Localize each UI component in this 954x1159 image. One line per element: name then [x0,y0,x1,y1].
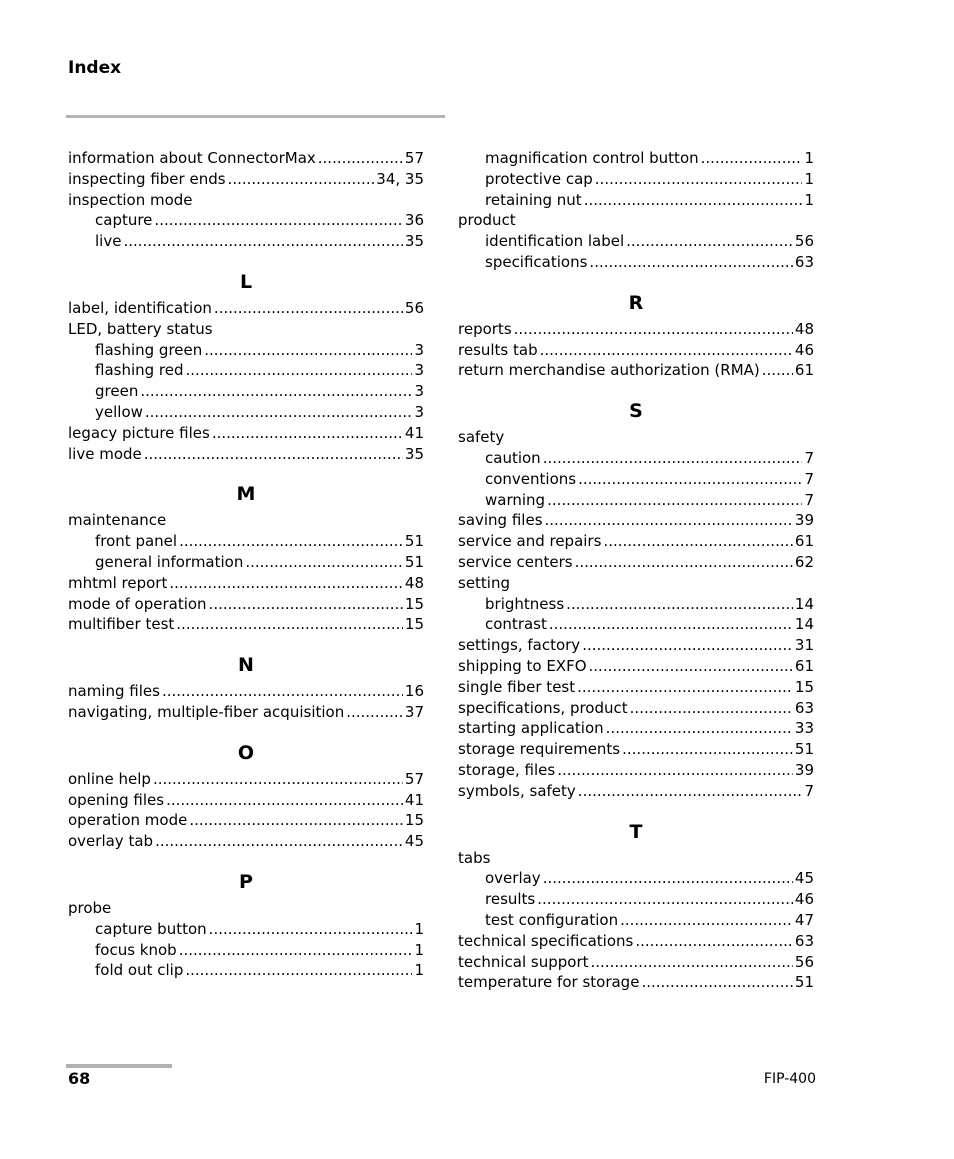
index-entry [68,810,424,831]
index-subentry [458,252,814,273]
index-entry [458,931,814,952]
index-subentry [458,889,814,910]
index-subentry [68,381,424,402]
dot-leader [622,739,793,760]
index-term: opening files [68,790,165,809]
index-term: general information [95,552,244,571]
index-term: saving files [458,511,543,530]
index-entry [68,681,424,702]
dot-leader [154,210,402,231]
index-term: starting application [458,719,604,738]
index-term: test configuration [485,910,619,929]
dot-leader [626,231,793,252]
index-page-ref: 45 [794,869,814,888]
index-term: mode of operation [68,594,207,613]
index-term: inspection mode [68,190,193,209]
dot-leader [557,760,793,781]
index-page-ref: 39 [794,511,814,530]
index-term: identification label [485,232,625,251]
index-term: information about ConnectorMax [68,149,316,167]
dot-leader [547,490,802,511]
index-subentry [458,614,814,635]
dot-leader [179,531,403,552]
index-term: green [95,382,139,401]
index-term: navigating, multiple-fiber acquisition [68,702,345,721]
dot-leader [214,298,403,319]
index-subentry [458,490,814,511]
index-subentry [458,169,814,190]
index-entry [458,656,814,677]
index-page-ref: 56 [794,952,814,971]
index-page-ref: 57 [404,149,424,167]
index-letter-heading: R [628,291,644,314]
index-letter-heading: P [239,870,253,893]
index-page-ref: 61 [794,656,814,675]
dot-leader [537,889,793,910]
index-term: retaining nut [485,190,582,209]
page-header-title: Index [68,58,122,78]
index-subentry [68,340,424,361]
dot-leader [209,919,413,940]
index-subentry [68,919,424,940]
dot-leader [630,698,793,719]
index-letter-heading: T [629,820,643,843]
index-page-ref: 3 [414,402,424,421]
dot-leader [209,594,403,615]
dot-leader [577,677,793,698]
index-term: technical support [458,952,589,971]
dot-leader [162,681,403,702]
dot-leader [595,169,803,190]
dot-leader [540,340,793,361]
index-page-ref: 45 [404,832,424,851]
index-subentry [68,360,424,381]
index-page-ref: 48 [794,319,814,338]
index-page-ref: 51 [404,552,424,571]
dot-leader [543,448,803,469]
index-entry [458,427,814,448]
index-term: overlay [485,869,541,888]
index-term: live [95,232,122,251]
index-entry [68,594,424,615]
dot-leader [635,931,793,952]
index-entry [68,898,424,919]
dot-leader [514,319,793,340]
index-term: live mode [68,444,142,463]
index-page-ref: 7 [804,469,814,488]
index-term: flashing green [95,340,203,359]
dot-leader [543,868,793,889]
index-subentry [68,940,424,961]
index-subentry [458,469,814,490]
index-term: brightness [485,594,565,613]
index-subentry [68,960,424,981]
index-page-ref: 15 [404,811,424,830]
dot-leader [606,718,793,739]
index-entry [68,298,424,319]
index-page-ref: 51 [404,532,424,551]
index-entry [458,552,814,573]
index-term: specifications [485,252,588,271]
index-page-ref: 1 [414,919,424,938]
dot-leader [186,360,413,381]
index-term: tabs [458,848,491,867]
dot-leader [166,790,403,811]
index-page-ref: 51 [794,740,814,759]
index-entry [458,718,814,739]
index-entry [458,781,814,802]
index-page-ref: 39 [794,760,814,779]
index-term: yellow [95,402,143,421]
dot-leader [578,469,802,490]
index-page-ref: 41 [404,790,424,809]
header-divider [66,115,445,118]
index-term: overlay tab [68,832,154,851]
dot-leader [701,148,803,169]
index-entry [68,444,424,465]
index-entry [458,360,814,381]
dot-leader [144,444,403,465]
index-term: setting [458,573,511,592]
index-entry [68,769,424,790]
index-term: single fiber test [458,677,576,696]
index-term: shipping to EXFO [458,656,587,675]
index-term: front panel [95,532,178,551]
index-term: magnification control button [485,149,699,167]
index-letter-heading: S [629,400,643,423]
index-term: probe [68,898,112,917]
index-entry [458,952,814,973]
footer-divider [66,1064,172,1068]
index-entry [458,340,814,361]
index-letter-heading: O [237,741,255,764]
index-page-ref: 1 [804,190,814,209]
index-subentry [458,448,814,469]
index-term: flashing red [95,361,184,380]
dot-leader [189,810,403,831]
index-subentry [68,210,424,231]
index-page-ref: 1 [804,149,814,167]
index-term: label, identification [68,298,212,317]
index-page-ref: 46 [794,890,814,909]
index-letter-heading: N [238,654,254,677]
index-page-ref: 3 [414,340,424,359]
dot-leader [603,531,792,552]
index-subentry [68,402,424,423]
dot-leader [641,972,792,993]
index-term: protective cap [485,169,593,188]
index-term: legacy picture files [68,423,210,442]
index-entry [458,635,814,656]
index-page-ref: 15 [794,677,814,696]
index-page-ref: 35 [404,232,424,251]
index-term: symbols, safety [458,781,576,800]
index-subentry [458,190,814,211]
index-page-ref: 33 [794,719,814,738]
index-entry [68,510,424,531]
index-subentry [458,148,814,169]
index-term: fold out clip [95,961,184,980]
dot-leader [176,614,403,635]
index-page-ref: 31 [794,636,814,655]
index-page-ref: 37 [404,702,424,721]
index-term: focus knob [95,940,177,959]
index-page-ref: 35 [404,444,424,463]
dot-leader [228,169,375,190]
index-page-ref: 7 [804,781,814,800]
dot-leader [549,614,793,635]
dot-leader [566,594,793,615]
index-entry [458,760,814,781]
dot-leader [620,910,793,931]
index-subentry [68,231,424,252]
dot-leader [589,656,793,677]
index-page-ref: 56 [794,232,814,251]
index-page-ref: 7 [804,490,814,509]
index-page-ref: 46 [794,340,814,359]
index-page-ref: 41 [404,423,424,442]
index-term: specifications, product [458,698,628,717]
index-page-ref: 3 [414,382,424,401]
index-page-ref: 15 [404,615,424,634]
dot-leader [578,781,803,802]
index-term: results tab [458,340,538,359]
index-page-ref: 34, 35 [376,169,424,188]
index-left-column [68,148,424,981]
index-subentry [458,594,814,615]
index-entry [458,210,814,231]
index-subentry [68,552,424,573]
index-term: storage, files [458,760,556,779]
dot-leader [575,552,793,573]
index-page-ref: 61 [794,532,814,551]
index-term: results [485,890,536,909]
index-entry [68,573,424,594]
dot-leader [145,402,413,423]
index-entry [68,190,424,211]
index-entry [68,423,424,444]
index-term: reports [458,319,512,338]
page-number: 68 [68,1069,91,1088]
index-page-ref: 48 [404,573,424,592]
index-term: caution [485,448,541,467]
index-page-ref: 63 [794,252,814,271]
index-entry [68,831,424,852]
index-entry [458,573,814,594]
index-entry [458,739,814,760]
index-entry [458,677,814,698]
index-term: technical specifications [458,931,634,950]
index-page-ref: 1 [804,169,814,188]
index-entry [68,148,424,169]
index-page-ref: 63 [794,931,814,950]
index-page-ref: 61 [794,361,814,380]
dot-leader [123,231,402,252]
index-term: capture [95,211,153,230]
dot-leader [582,635,793,656]
index-term: temperature for storage [458,973,640,992]
index-right-column [458,148,814,993]
index-term: LED, battery status [68,319,213,338]
index-entry [68,614,424,635]
index-term: settings, factory [458,636,581,655]
index-page-ref: 14 [794,594,814,613]
index-term: maintenance [68,511,167,530]
index-entry [68,702,424,723]
index-page-ref: 36 [404,211,424,230]
index-page-ref: 51 [794,973,814,992]
index-term: return merchandise authorization (RMA) [458,361,760,380]
index-term: storage requirements [458,740,621,759]
index-page-ref: 3 [414,361,424,380]
index-term: inspecting fiber ends [68,169,226,188]
index-entry [458,972,814,993]
dot-leader [584,190,803,211]
index-page-ref: 15 [404,594,424,613]
index-term: online help [68,769,151,788]
index-page-ref: 62 [794,552,814,571]
index-entry [458,531,814,552]
index-term: safety [458,428,505,447]
dot-leader [589,252,792,273]
dot-leader [545,510,793,531]
index-term: naming files [68,682,160,701]
index-term: mhtml report [68,573,168,592]
index-term: service centers [458,552,573,571]
dot-leader [318,148,403,169]
index-subentry [68,531,424,552]
index-entry [458,510,814,531]
index-subentry [458,910,814,931]
index-page-ref: 14 [794,615,814,634]
index-entry [458,698,814,719]
index-term: contrast [485,615,547,634]
index-page-ref: 1 [414,961,424,980]
index-term: capture button [95,919,207,938]
index-term: service and repairs [458,532,602,551]
index-letter-heading: M [236,483,256,506]
dot-leader [179,940,413,961]
index-term: product [458,211,516,230]
index-entry [68,169,424,190]
dot-leader [204,340,412,361]
index-page-ref: 47 [794,910,814,929]
dot-leader [762,360,793,381]
index-page-ref: 56 [404,298,424,317]
index-entry [68,790,424,811]
dot-leader [346,702,403,723]
dot-leader [212,423,403,444]
index-page-ref: 16 [404,682,424,701]
index-letter-heading: L [239,270,253,293]
index-page-ref: 7 [804,448,814,467]
index-term: warning [485,490,546,509]
dot-leader [153,769,403,790]
index-term: conventions [485,469,577,488]
dot-leader [185,960,412,981]
index-entry [458,319,814,340]
index-entry [68,319,424,340]
index-page-ref: 57 [404,769,424,788]
index-page-ref: 63 [794,698,814,717]
index-entry [458,848,814,869]
index-term: operation mode [68,811,188,830]
index-subentry [458,868,814,889]
dot-leader [140,381,412,402]
index-subentry [458,231,814,252]
dot-leader [245,552,403,573]
index-page-ref: 1 [414,940,424,959]
index-term: multifiber test [68,615,175,634]
dot-leader [155,831,403,852]
dot-leader [169,573,403,594]
document-code: FIP-400 [763,1071,816,1087]
dot-leader [591,952,793,973]
